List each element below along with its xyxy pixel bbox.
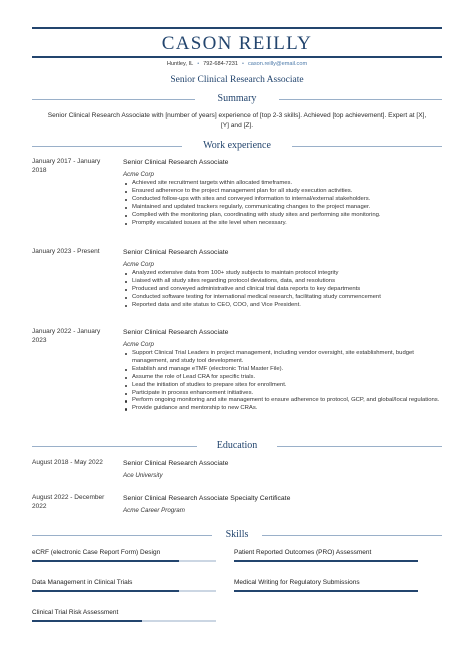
email-link[interactable]: cason.reilly@email.com — [247, 61, 308, 67]
entry-bullet-list — [123, 270, 442, 310]
section-rule — [262, 535, 442, 536]
bullet-item: Provide guidance and mentorship to new CRAs. — [123, 405, 442, 413]
bullet-item: Reported data and site status to CEO, COO, and Vice President. — [123, 302, 442, 310]
bullet-item: Support Clinical Trial Leaders in project management, including vendor oversight, site establishment, budget management, and study tool development. — [123, 350, 442, 366]
experience-section-header — [32, 140, 442, 152]
skill-level-bar — [234, 560, 418, 562]
skill-label: Data Management in Clinical Trials — [32, 579, 133, 586]
bullet-item: Liaised with all study sites regarding protocol deviations, data, and resolutions — [123, 278, 442, 286]
header-top-rule — [32, 27, 442, 29]
skill-level-fill — [234, 560, 418, 562]
entry-date: August 2022 - December 2022 — [32, 494, 105, 510]
skill-item — [32, 609, 216, 617]
entry-body — [123, 328, 442, 413]
candidate-name: CASON REILLY — [161, 33, 313, 54]
skill-item — [32, 549, 216, 557]
location-text: Huntley, IL — [166, 61, 194, 67]
bullet-item: Perform ongoing monitoring and site management to ensure adherence to protocol, GCP, and global/local regulations. — [123, 397, 442, 405]
entry-organization: Acme Corp — [123, 341, 154, 348]
phone-text: 792-684-7231 — [203, 61, 238, 67]
entry-body — [123, 248, 442, 310]
skill-level-bar — [32, 620, 216, 622]
skills-section-header — [32, 529, 442, 541]
skill-label: Clinical Trial Risk Assessment — [32, 609, 119, 616]
entry-bullet-list — [123, 350, 442, 413]
job-title: Senior Clinical Research Associate — [170, 75, 304, 85]
bullet-item: Maintained and updated trackers regularly, communicating changes to the project manager. — [123, 204, 442, 212]
skill-level-bar — [234, 590, 418, 592]
education-heading: Education — [216, 440, 258, 451]
entry-body — [123, 158, 442, 227]
contact-separator: • — [197, 61, 200, 67]
entry-body — [123, 459, 442, 480]
skill-label: eCRF (electronic Case Report Form) Design — [32, 549, 161, 556]
contact-separator: • — [242, 61, 244, 67]
entry-organization: Acme Corp — [123, 171, 154, 178]
entry-date: January 2017 - January 2018 — [32, 158, 101, 174]
skill-level-fill — [234, 590, 418, 592]
summary-section-header — [32, 93, 442, 105]
entry-date: January 2023 - Present — [32, 248, 100, 255]
bullet-item: Conducted follow-ups with sites and conveyed information to internal/external stakeholders. — [123, 196, 442, 204]
skill-item — [234, 579, 418, 587]
bullet-item: Participate in process enhancement initiatives. — [123, 390, 442, 398]
bullet-item: Ensured adherence to the project management plan for all study execution activities. — [123, 188, 442, 196]
skill-item — [234, 549, 418, 557]
skill-level-fill — [32, 560, 179, 562]
entry-title: Senior Clinical Research Associate — [123, 159, 229, 166]
summary-text: Senior Clinical Research Associate with [number of years] experience of [top 2-3 skills]. Achieved [top achievement]. Expert at [X], [Y] and [Z]. — [47, 112, 427, 129]
skill-label: Patient Reported Outcomes (PRO) Assessment — [234, 549, 372, 556]
entry-body — [123, 494, 442, 515]
skill-level-fill — [32, 590, 179, 592]
entry-organization: Acme Corp — [123, 261, 154, 268]
header-bottom-rule — [32, 56, 442, 58]
entry-title: Senior Clinical Research Associate — [123, 249, 229, 256]
entry-title: Senior Clinical Research Associate — [123, 460, 229, 467]
summary-heading: Summary — [217, 93, 257, 104]
bullet-item: Achieved site recruitment targets within allocated timeframes. — [123, 180, 442, 188]
skills-heading: Skills — [225, 529, 249, 540]
skill-level-bar — [32, 590, 216, 592]
entry-organization: Ace University — [123, 472, 163, 479]
entry-date: August 2018 - May 2022 — [32, 459, 103, 466]
entry-organization: Acme Career Program — [123, 507, 185, 514]
bullet-item: Complied with the monitoring plan, coordinating with study sites and performing site monitoring. — [123, 212, 442, 220]
bullet-item: Produced and conveyed administrative and clinical trial data reports to key departments — [123, 286, 442, 294]
bullet-item: Promptly escalated issues at the site level when necessary. — [123, 220, 442, 228]
experience-heading: Work experience — [203, 140, 271, 151]
bullet-item: Analyzed extensive data from 100+ study subjects to maintain protocol integrity — [123, 270, 442, 278]
skill-level-bar — [32, 560, 216, 562]
education-section-header — [32, 440, 442, 452]
entry-title: Senior Clinical Research Associate — [123, 329, 229, 336]
contact-line — [0, 61, 474, 67]
skill-label: Medical Writing for Regulatory Submissions — [234, 579, 360, 586]
entry-date: January 2022 - January 2023 — [32, 328, 101, 344]
entry-title: Senior Clinical Research Associate Specialty Certificate — [123, 495, 291, 502]
skill-item — [32, 579, 216, 587]
section-rule — [277, 446, 442, 447]
bullet-item: Lead the initiation of studies to prepare sites for enrollment. — [123, 382, 442, 390]
section-rule — [292, 146, 442, 147]
bullet-item: Establish and manage eTMF (electronic Trial Master File). — [123, 366, 442, 374]
section-rule — [279, 99, 442, 100]
skill-level-fill — [32, 620, 142, 622]
entry-bullet-list — [123, 180, 442, 227]
bullet-item: Conducted software testing for international medical research, facilitating study commencement — [123, 294, 442, 302]
bullet-item: Assume the role of Lead CRA for specific trials. — [123, 374, 442, 382]
